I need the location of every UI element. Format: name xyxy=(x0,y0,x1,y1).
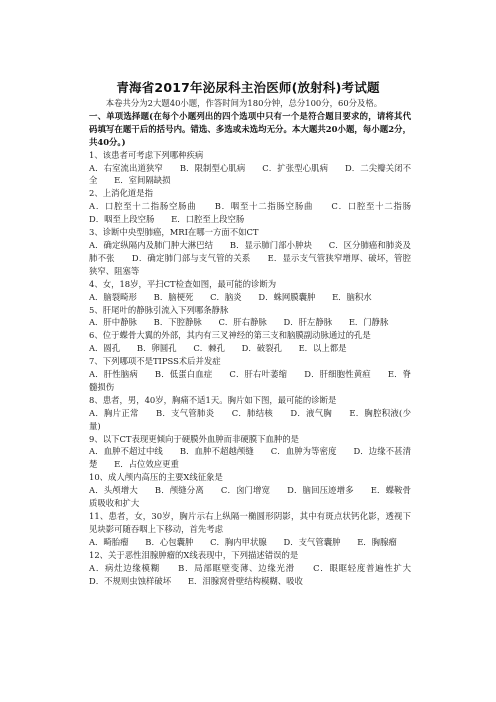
question-stem: 12、关于恶性泪腺肿瘤的X线表现中，下列描述错误的是 xyxy=(89,549,299,560)
question-stem: 3、诊断中央型肺癌，MRI在哪一方面不如CT xyxy=(89,227,259,238)
question-stem: 6、位于蝶骨大翼的外部，其内有三叉神经的第三支和脑膜副动脉通过的孔是 xyxy=(89,330,371,341)
question-stem: 5、肝尾叶的静脉引流入下列哪条静脉 xyxy=(89,304,229,315)
question-options: A．口腔至十二指肠空肠曲 B．咽至十二指肠空肠曲 C．口腔至十二指肠 D．咽至上段空肠 E．口腔至上段空肠 xyxy=(89,201,428,225)
question-stem: 7、下列哪项不是TIPSS术后并发症 xyxy=(89,356,221,367)
question-options: A．肝性脑病 B．低蛋白血症 C．肝右叶萎缩 D．肝细胞性黄疸 E．脊髓损伤 xyxy=(89,369,411,392)
question-options: A．脑裂畸形 B．脑梗死 C．脑炎 D．蛛网膜囊肿 E．脑积水 xyxy=(89,291,372,302)
question-stem: 9、以下CT表现更倾向于硬膜外血肿而非硬膜下血肿的是 xyxy=(89,433,299,444)
question-options: A．确定纵隔内及肺门肿大淋巴结 B．显示肺门部小肿块 C．区分肺癌和肺炎及肺不张 D．确定肺门部与支气管的关系 E．显示支气管狭窄增厚、破坏，管腔狭窄、阻塞等 xyxy=(89,239,411,276)
section-heading: 一、单项选择题(在每个小题列出的四个选项中只有一个是符合题目要求的，请将其代码填写在题干后的括号内。错选、多选或未选均无分。本大题共20小题，每小题2分，共40分。) xyxy=(89,110,411,147)
question-options: A．病灶边缘模糊 B．局部眶壁变薄、边缘光滑 C．眼眶轻度普遍性扩大 D．不规则虫蚀样破坏 E．泪腺窝骨壁结构模糊、吸收 xyxy=(89,562,428,586)
question-stem: 1、该患者可考虑下列哪种疾病 xyxy=(89,149,204,160)
question-stem: 10、成人颅内高压的主要X线征象是 xyxy=(89,472,223,483)
question-options: A．胸片正常 B．支气管肺炎 C．肺结核 D．液气胸 E．胸腔积液(少量) xyxy=(89,407,411,431)
question-stem: 2、上消化道是指 xyxy=(89,188,153,199)
question-options: A．肝中静脉 B．下腔静脉 C．肝右静脉 D．肝左静脉 E．门静脉 xyxy=(89,317,389,328)
exam-intro: 本卷共分为2大题40小题，作答时间为180分钟，总分100分，60分及格。 xyxy=(105,98,383,108)
question-stem: 11、患者，女，30岁，胸片示右上纵隔一椭圆形阴影，其中有斑点状钙化影，透视下见块影可随吞咽上下移动，首先考虑 xyxy=(89,511,411,534)
question-options: A．血肿不超过中线 B．血肿不超越颅缝 C．血肿为等密度 D．边缘不甚清楚 E．占位效应更重 xyxy=(89,446,411,470)
question-stem: 8、患者，男，40岁，胸痛不适1天。胸片如下图，最可能的诊断是 xyxy=(89,394,337,405)
question-options: A．畸胎瘤 B．心包囊肿 C．胸内甲状腺 D．支气管囊肿 E．胸腺瘤 xyxy=(89,536,397,547)
exam-content xyxy=(89,97,428,587)
question-stem: 4、女，18岁，平扫CT检查如图，最可能的诊断为 xyxy=(89,278,277,289)
page-title: 青海省2017年泌尿科主治医师(放射科)考试题 xyxy=(116,80,380,95)
question-options: A．圆孔 B．卵圆孔 C．棘孔 D．破裂孔 E．以上都是 xyxy=(89,343,347,354)
question-options: A．头颅增大 B．颅缝分离 C．囟门增宽 D．脑回压迹增多 E．蝶鞍骨质吸收和扩大 xyxy=(89,485,411,509)
question-options: A．右室流出道狭窄 B．限制型心肌病 C．扩张型心肌病 D．二尖瓣关闭不全 E．室间隔缺损 xyxy=(89,162,411,186)
